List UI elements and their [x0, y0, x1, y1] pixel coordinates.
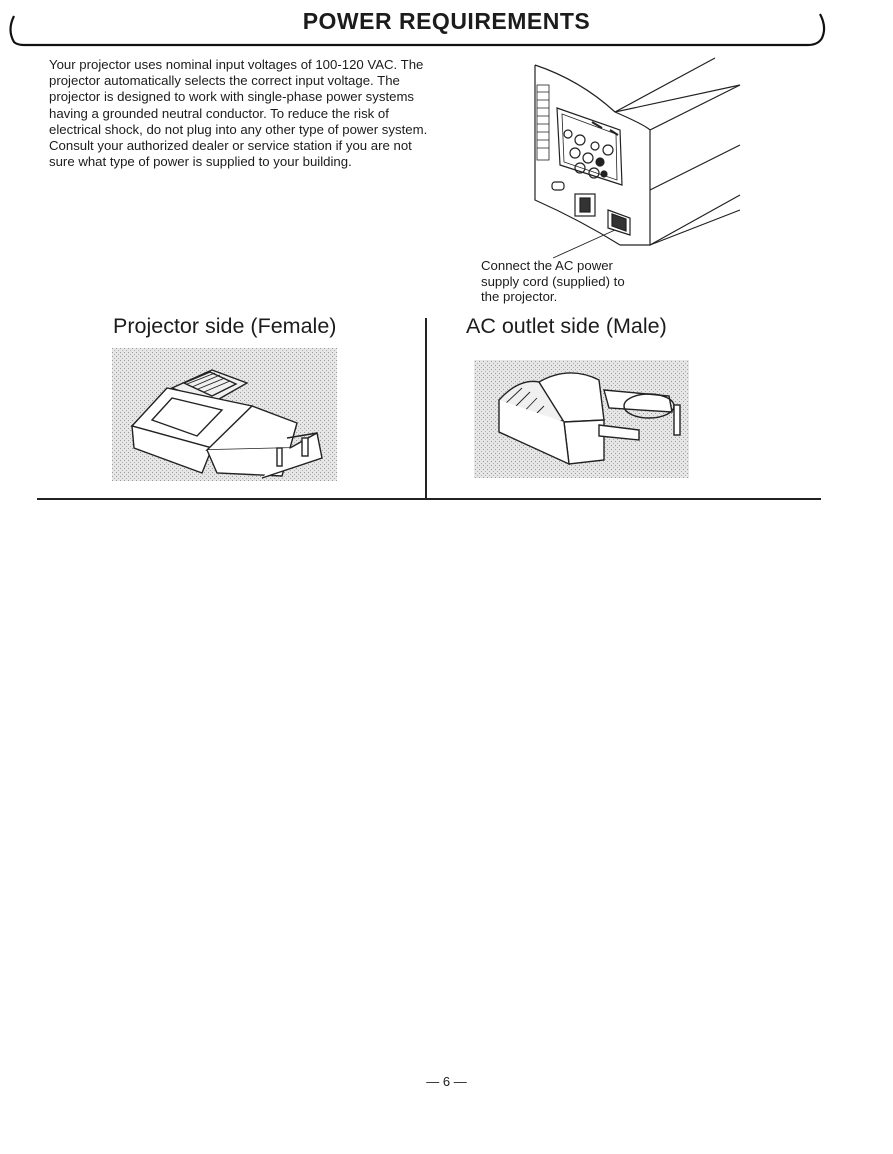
male-plug-illustration — [474, 360, 689, 478]
female-connector-illustration — [112, 348, 337, 481]
male-side-heading: AC outlet side (Male) — [466, 314, 667, 338]
caption-line: Connect the AC power — [481, 258, 613, 273]
intro-line: Consult your authorized dealer or service station if you are not — [49, 138, 412, 154]
column-divider — [425, 318, 427, 500]
caption-line: supply cord (supplied) to — [481, 273, 625, 289]
intro-line: projector is designed to work with single-phase power systems — [49, 89, 415, 105]
section-rule — [37, 498, 821, 500]
caption-line: the projector. — [481, 289, 558, 304]
intro-line: sure what type of power is supplied to your building. — [49, 154, 352, 170]
intro-line: projector automatically selects the correct input voltage. The — [49, 73, 400, 89]
female-side-heading: Projector side (Female) — [113, 314, 337, 338]
page-title: POWER REQUIREMENTS — [302, 8, 591, 34]
intro-paragraph — [49, 57, 469, 170]
intro-line: electrical shock, do not plug into any other type of power system. — [49, 121, 428, 137]
intro-line: Your projector uses nominal input voltages of 100-120 VAC. The — [49, 57, 424, 72]
intro-line: having a grounded neutral conductor. To reduce the risk of — [49, 105, 389, 121]
page-number: — 6 — — [426, 1074, 467, 1089]
projector-rear-illustration — [520, 50, 750, 265]
illustration-caption — [481, 258, 656, 305]
